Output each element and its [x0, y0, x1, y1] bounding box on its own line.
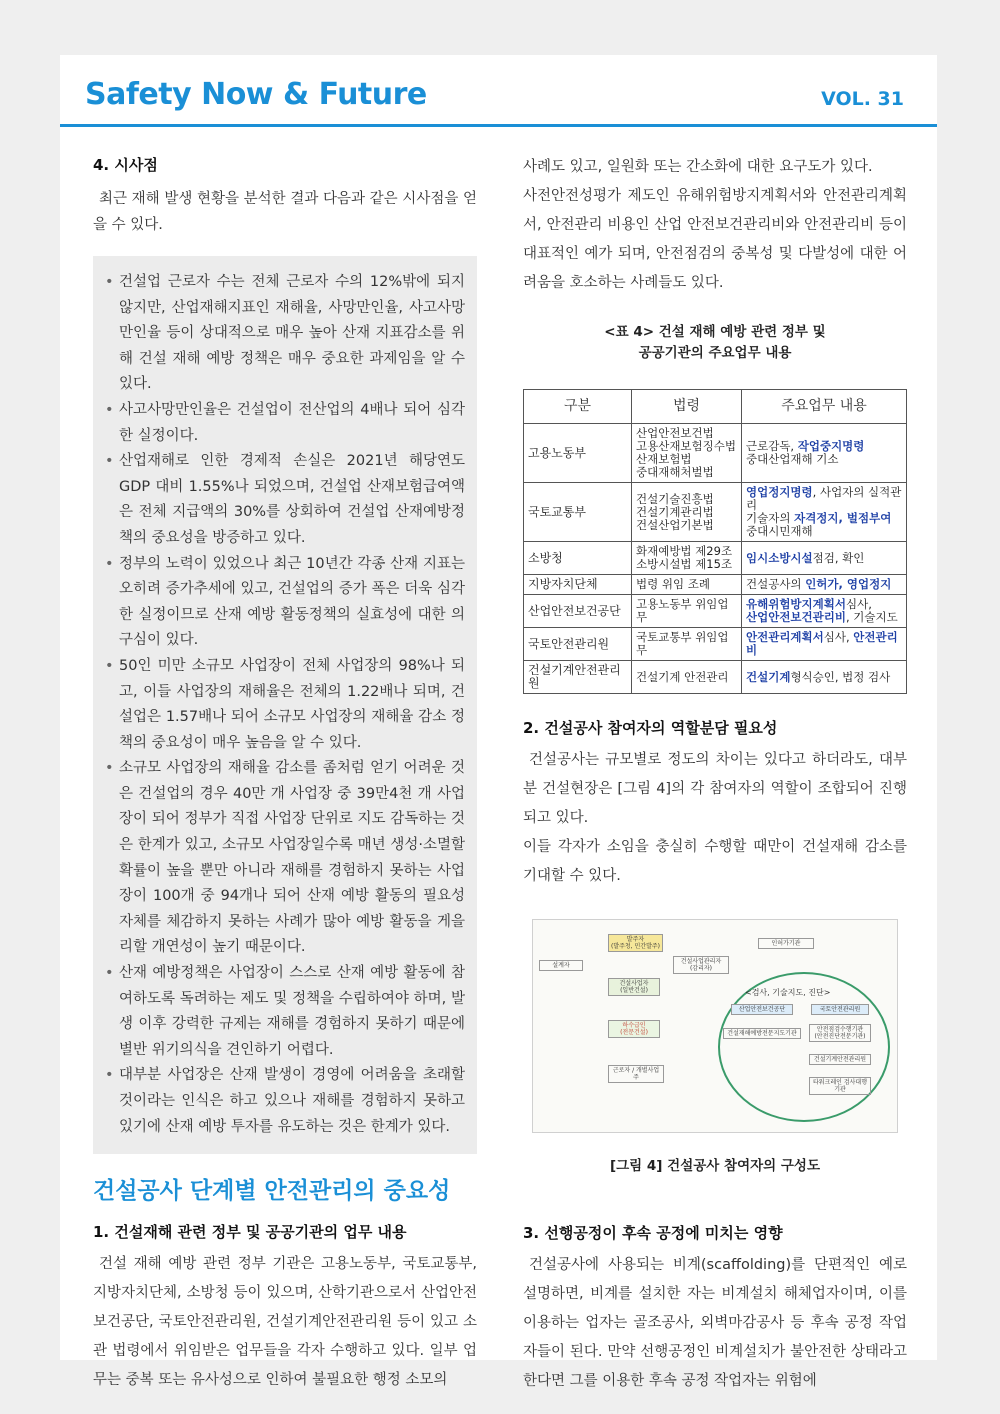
table-caption-line-2: 공공기관의 주요업무 내용: [638, 345, 792, 361]
implication-item: • 대부분 사업장은 산재 발생이 경영에 어려움을 초래할 것이라는 인식은 하고 있으나 재해를 경험하지 못하고 있기에 산재 예방 투자를 유도하는 것은 한계가 있다.: [103, 1063, 465, 1140]
table-cell-law: 국토교통부 위임업무: [632, 628, 742, 661]
section-2-body-1: 건설공사는 규모별로 정도의 차이는 있다고 하더라도, 대부분 건설현장은 [그림 4]의 각 참여자의 역할이 조합되어 진행되고 있다.: [523, 752, 907, 826]
page: [60, 55, 937, 1389]
table-cell-category: 국토교통부: [524, 483, 632, 542]
section-2-body-2: 이들 각자가 소임을 충실히 수행할 때만이 건설재해 감소를 기대할 수 있다.: [523, 839, 907, 884]
highlighted-duty: 산업안전보건관리비: [746, 610, 846, 624]
implication-item: • 산재 예방정책은 사업장이 스스로 산재 예방 활동에 참여하도록 독려하는 제도 및 정책을 수립하여야 하며, 발생 이후 강력한 규제는 재해를 경험하지 못하기 때문에 별반 위기의식을 견인하기 어렵다.: [103, 961, 465, 1063]
table-caption: [523, 322, 907, 364]
machinery-org-box: 건설기계안전관리원: [809, 1054, 871, 1065]
table-row: [524, 424, 907, 483]
table-row: [524, 661, 907, 694]
table-header-category: 구분: [524, 390, 632, 424]
highlighted-duty: 작업중지명령: [797, 439, 865, 453]
inspection-org-box: 안전점검수행기관 (안전진단전문기관): [809, 1024, 871, 1042]
participants-diagram: [532, 919, 898, 1133]
agency-duties-table: [523, 389, 907, 694]
contractor-box: 건설사업자 (일반건설): [608, 978, 660, 996]
implications-box: [93, 256, 477, 1154]
table-cell-duty: [742, 575, 907, 595]
highlighted-duty: 유해위험방지계획서: [746, 597, 846, 611]
designer-box: 설계자: [539, 960, 583, 971]
highlighted-duty: 영업정지명령: [746, 485, 813, 499]
continued-text-2: 사전안전성평가 제도인 유해위험방지계획서와 안전관리계획서, 안전관리 비용인 산업 안전보건관리비와 안전관리비 등이 대표적인 예가 되며, 안전점검의 중복성 및 다발성에 대한 어려움을 호소하는 사례들도 있다.: [523, 188, 907, 291]
highlighted-duty: 자격정지, 벌점부여: [794, 511, 892, 525]
kalis-box: 국토안전관리원: [811, 1004, 869, 1015]
table-cell-duty: [742, 628, 907, 661]
duty-text: 심사,: [845, 597, 872, 611]
subcontractor-box: 하수급인 (전문건설): [608, 1020, 660, 1038]
duty-text: 형식승인, 법정 검사: [790, 669, 891, 684]
highlighted-duty: 임시소방시설: [746, 550, 813, 565]
table-cell-law: 건설기계 안전관리: [632, 661, 742, 694]
permit-box: 인허가기관: [758, 938, 814, 949]
table-cell-category: 지방자치단체: [524, 575, 632, 595]
table-row: [524, 575, 907, 595]
table-cell-duty: [742, 595, 907, 628]
table-cell-law: 산업안전보건법 고용산재보험징수법 산재보험법 중대재해처벌법: [632, 424, 742, 483]
table-header-law: 법령: [632, 390, 742, 424]
table-cell-law: 고용노동부 위임업무: [632, 595, 742, 628]
table-cell-duty: [742, 661, 907, 694]
page-header: [60, 55, 937, 127]
section-1-title: 1. 건설재해 관련 정부 및 공공기관의 업무 내용: [93, 1223, 407, 1242]
continued-text: 사례도 있고, 일원화 또는 간소화에 대한 요구도가 있다.: [523, 159, 873, 175]
table-cell-category: 고용노동부: [524, 424, 632, 483]
section-4-intro: 최근 재해 발생 현황을 분석한 결과 다음과 같은 시사점을 얻을 수 있다.: [93, 191, 477, 233]
table-caption-line-1: <표 4> 건설 재해 예방 관련 정부 및: [604, 324, 826, 340]
crane-inspection-box: 타워크레인 검사대행기관: [809, 1077, 871, 1095]
table-cell-duty: [742, 483, 907, 542]
implication-item: • 50인 미만 소규모 사업장이 전체 사업장의 98%나 되고, 이들 사업장의 재해율은 전체의 1.22배나 되며, 건설업은 1.57배나 되어 소규모 사업장의 재해율 감소 정책의 중요성이 매우 높음을 알 수 있다.: [103, 654, 465, 756]
main-heading: 건설공사 단계별 안전관리의 중요성: [93, 1178, 451, 1205]
implication-item: • 정부의 노력이 있었으나 최근 10년간 각종 산재 지표는 오히려 증가추세에 있고, 건설업의 증가 폭은 더욱 심각한 실정이므로 산재 예방 활동정책의 실효성에 대한 의구심이 있다.: [103, 552, 465, 654]
table-cell-law: 화재예방법 제29조 소방시설법 제15조: [632, 542, 742, 575]
table-cell-category: 소방청: [524, 542, 632, 575]
duty-text: , 사업자의 실적관리 기술자의: [746, 485, 902, 525]
highlighted-duty: 안전관리계획서: [746, 630, 824, 644]
section-1-body: 건설 재해 예방 관련 정부 기관은 고용노동부, 국토교통부, 지방자치단체, 소방청 등이 있으며, 산학기관으로서 산업안전보건공단, 국토안전관리원, 건설기계안전관리원 등이 있고 소관 법령에서 위임받은 업무들을 각자 수행하고 있다. 일부 업무는 중복 또는 유사성으로 인하여 불필요한 행정 소모의: [93, 1256, 477, 1389]
figure-caption: [그림 4] 건설공사 참여자의 구성도: [609, 1158, 821, 1174]
section-4-title: 4. 시사점: [93, 156, 158, 174]
duty-text: 중대시민재해: [746, 524, 813, 538]
implications-list: [103, 270, 465, 1140]
duty-text: 근로감독,: [746, 439, 798, 453]
supervisor-box: 건설사업관리자 (감리자): [673, 956, 729, 974]
duty-text: 점검, 확인: [812, 550, 865, 565]
left-column: [93, 153, 477, 1395]
section-3-body: 건설공사에 사용되는 비계(scaffolding)를 단편적인 예로 설명하면, 비계를 설치한 자는 비계설치 해체업자이며, 이를 이용하는 업자는 골조공사, 외벽마감공사 등 후속 공정 작업자들이 된다. 만약 선행공정인 비계설치가 불안전한 상태라고 한다면 그를 이용한 후속 공정 작업자는 위험에: [523, 1257, 907, 1389]
kosha-box: 산업안전보건공단: [731, 1004, 793, 1015]
table-header-duty: 주요업무 내용: [742, 390, 907, 424]
duty-text: 중대산업재해 기소: [746, 452, 839, 466]
table-cell-duty: [742, 542, 907, 575]
implication-item: • 사고사망만인율은 건설업이 전산업의 4배나 되어 심각한 실정이다.: [103, 398, 465, 449]
implication-item: • 건설업 근로자 수는 전체 근로자 수의 12%밖에 되지 않지만, 산업재해지표인 재해율, 사망만인율, 사고사망 만인율 등이 상대적으로 매우 높아 산재 지표감소를 위해 건설 재해 예방 정책은 매우 중요한 과제임을 알 수 있다.: [103, 270, 465, 398]
section-3-title: 3. 선행공정이 후속 공정에 미치는 영향: [523, 1224, 783, 1242]
duty-text: , 기술지도: [845, 610, 898, 624]
section-2-title: 2. 건설공사 참여자의 역할분담 필요성: [523, 719, 778, 737]
duty-text: 건설공사의: [746, 577, 806, 591]
table-row: [524, 628, 907, 661]
implication-item: • 산업재해로 인한 경제적 손실은 2021년 해당연도 GDP 대비 1.55%나 되었으며, 건설업 산재보험급여액은 전체 지급액의 30%를 상회하여 건설업 산재예방정책의 중요성을 방증하고 있다.: [103, 449, 465, 551]
inspection-title: <검사, 기술지도, 진단>: [745, 988, 831, 997]
volume-number: VOL. 31: [821, 88, 904, 110]
table-cell-category: 국토안전관리원: [524, 628, 632, 661]
table-cell-law: 법령 위임 조례: [632, 575, 742, 595]
table-cell-law: 건설기술진흥법 건설기계관리법 건설산업기본법: [632, 483, 742, 542]
highlighted-duty: 건설기계: [746, 669, 791, 684]
highlighted-duty: 안전관리비: [746, 630, 898, 657]
magazine-title: Safety Now & Future: [85, 77, 427, 112]
guidance-org-box: 건설재해예방전문지도기관: [723, 1028, 801, 1039]
table-row: [524, 542, 907, 575]
duty-text: 심사,: [823, 630, 854, 644]
table-cell-duty: [742, 424, 907, 483]
table-row: [524, 595, 907, 628]
table-row: [524, 483, 907, 542]
table-cell-category: 산업안전보건공단: [524, 595, 632, 628]
highlighted-duty: 인허가, 영업정지: [805, 577, 892, 591]
table-cell-category: 건설기계안전관리원: [524, 661, 632, 694]
implication-item: • 소규모 사업장의 재해율 감소를 좀처럼 얻기 어려운 것은 건설업의 경우 40만 개 사업장 중 39만4천 개 사업장이 되어 정부가 직접 사업장 단위로 지도 감독하는 것은 한계가 있고, 소규모 사업장일수록 매년 생성·소멸할 확률이 높을 뿐만 아니라 재해를 경험하지 못하는 사업장이 100개 중 94개나 되어 산재 예방 활동의 필요성 자체를 체감하지 못하는 사례가 많아 예방 활동을 게을리할 개연성이 높기 때문이다.: [103, 756, 465, 961]
workers-box: 근로자 / 개별사업주: [608, 1065, 664, 1083]
owner-box: 발주자 (발주청, 민간발주): [608, 934, 663, 952]
right-column: [523, 153, 907, 1396]
